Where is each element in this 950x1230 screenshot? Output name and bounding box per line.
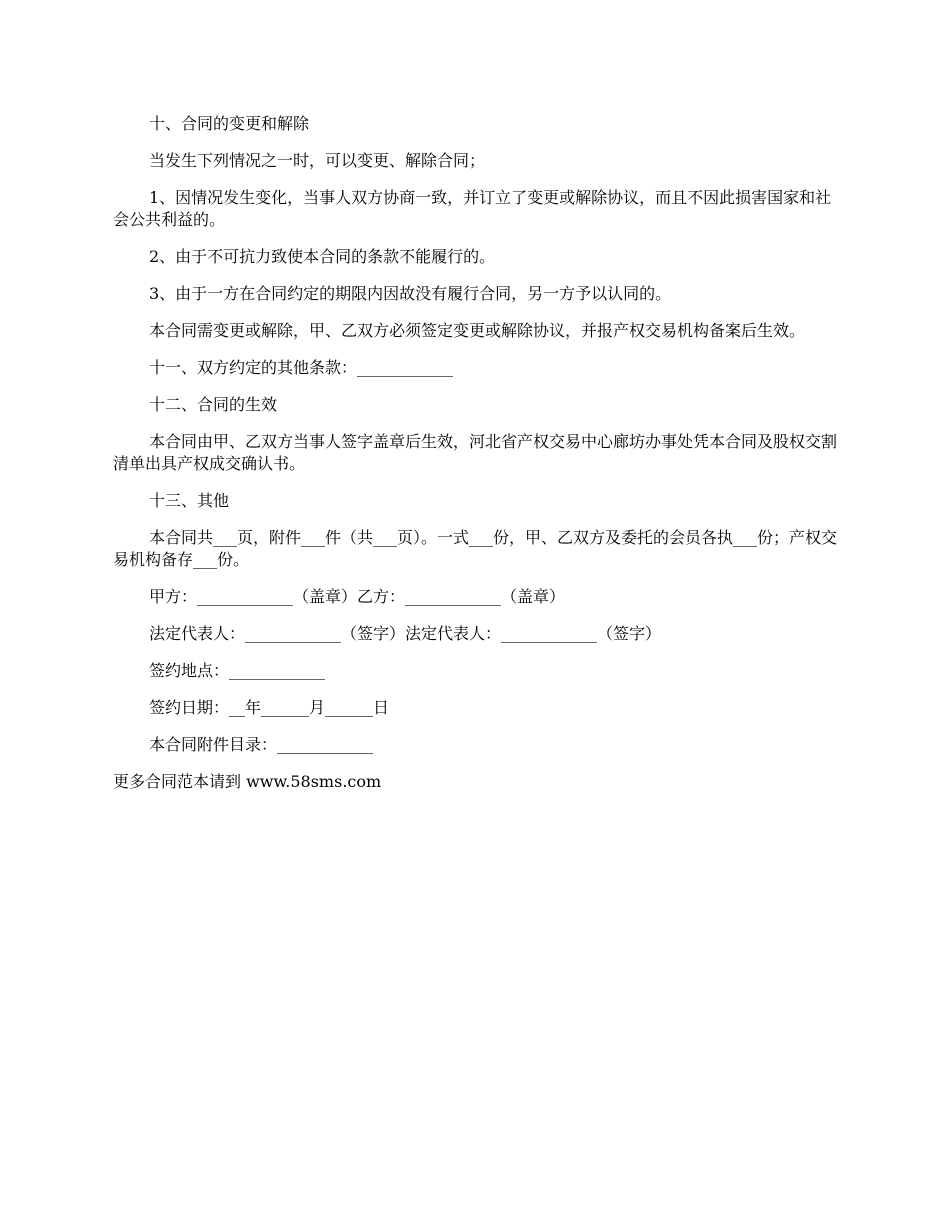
section-heading-effectiveness: 十二、合同的生效 (149, 395, 278, 414)
paragraph-condition-2: 2、由于不可抗力致使本合同的条款不能履行的。 (149, 247, 496, 266)
attachments-list-line: 本合同附件目录：____________ (149, 735, 374, 754)
signature-party-line: 甲方：____________（盖章）乙方：____________（盖章） (149, 587, 566, 606)
paragraph-condition-3: 3、由于一方在合同约定的期限内因故没有履行合同，另一方予以认同的。 (149, 284, 672, 303)
signing-date-line: 签约日期：__年______月______日 (149, 698, 390, 717)
document-body (113, 113, 839, 808)
paragraph-change-procedure: 本合同需变更或解除，甲、乙双方必须签定变更或解除协议，并报产权交易机构备案后生效。 (149, 321, 806, 340)
section-heading-change-termination: 十、合同的变更和解除 (149, 114, 310, 133)
section-heading-other-terms: 十一、双方约定的其他条款：____________ (149, 358, 454, 377)
footer-more-templates: 更多合同范本请到 www.58sms.com (113, 772, 382, 791)
section-heading-misc: 十三、其他 (149, 491, 230, 510)
signature-representative-line: 法定代表人：____________（签字）法定代表人：____________（签字） (149, 624, 662, 643)
paragraph-effectiveness: 本合同由甲、乙双方当事人签字盖章后生效，河北省产权交易中心廊坊办事处凭本合同及股权交割清单出具产权成交确认书。 (113, 432, 838, 473)
signing-place-line: 签约地点：____________ (149, 661, 326, 680)
paragraph-copies: 本合同共___页，附件___件（共___页）。一式___份，甲、乙双方及委托的会员各执___份；产权交易机构备存___份。 (113, 528, 838, 569)
paragraph-condition-1: 1、因情况发生变化，当事人双方协商一致，并订立了变更或解除协议，而且不因此损害国家和社会公共利益的。 (113, 188, 832, 229)
paragraph-conditions-intro: 当发生下列情况之一时，可以变更、解除合同； (149, 151, 486, 170)
